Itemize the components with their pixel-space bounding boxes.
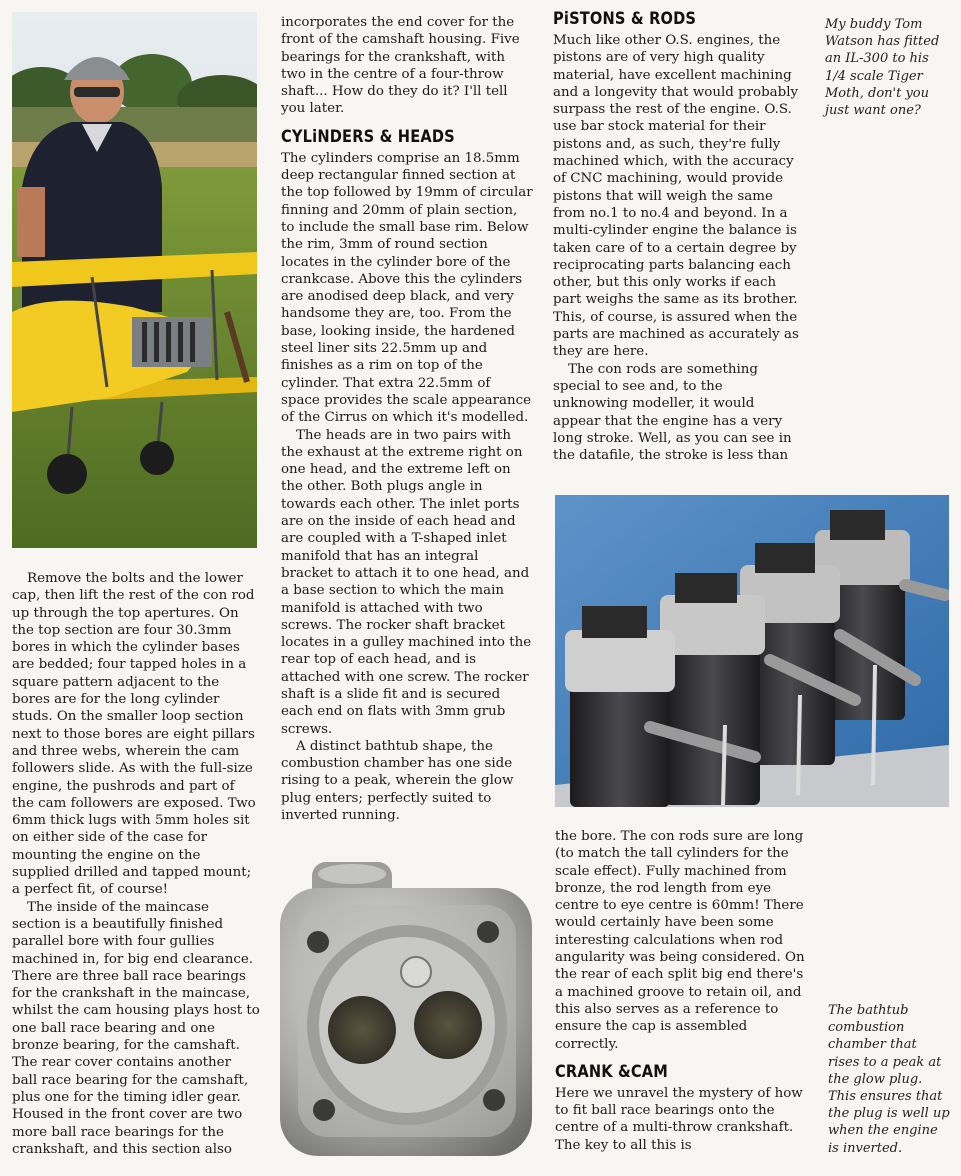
- section-heading: CYLiNDERS & HEADS: [281, 126, 455, 147]
- body-paragraph: The cylinders comprise an 18.5mm deep rectangular finned section at the top followed by 19mm of circular finning and 20mm of plain section, to include the small base rim. Below the rim, 3mm of round section locates in the cylinder bore of the crankcase. Above this the cylinders are anodised deep black, and very handsome they are, too. From the base, looking inside, the hardened steel liner sits 22.5mm up and finishes as a rim on top of the cylinder. That extra 22.5mm of space provides the scale appearance of the Cirrus on which it's modelled.: [281, 150, 533, 426]
- body-paragraph: incorporates the end cover for the front of the camshaft housing. Five bearings for the crankshaft, with two in the centre of a four-throw shaft... How do they do it? I'll tell you later.: [281, 15, 520, 117]
- body-paragraph: Here we unravel the mystery of how to fit ball race bearings onto the centre of a multi-throw crankshaft. The key to all this is: [555, 1085, 803, 1153]
- body-paragraph: Much like other O.S. engines, the pistons are of very high quality material, have excellent machining and a longevity that would probably surpass the rest of the engine. O.S. use bar stock material for their pistons and, as such, they're fully machined which, with the accuracy of CNC machining, would provide pistons that will weigh the same from no.1 to no.4 and beyond. In a multi-cylinder engine the balance is taken care of to a certain degree by reciprocating parts balancing each other, but this only works if each part weighs the same as its brother. This, of course, is assured when the parts are machined as accurately as they are here.: [553, 33, 799, 360]
- column-2: [281, 14, 533, 824]
- body-paragraph: The inside of the maincase section is a beautifully finished parallel bore with four gullies machined in, for big end clearance. There are three ball race bearings for the crankshaft in the maincase, whilst the cam housing plays host to one ball race bearing and one bronze bearing, for the camshaft. The rear cover contains another ball race bearing for the camshaft, plus one for the timing idler gear. Housed in the front cover are two more ball race bearings for the crankshaft, and this section also: [12, 899, 260, 1157]
- tiger-moth-photo: [12, 12, 257, 548]
- body-paragraph: The con rods are something special to see and, to the unknowing modeller, it would appear that the engine has a very long stroke. Well, as you can see in the datafile, the stroke is less than: [553, 361, 792, 464]
- column-3-bottom: [555, 828, 805, 1154]
- column-1: [12, 570, 260, 1158]
- body-paragraph: Remove the bolts and the lower cap, then lift the rest of the con rod up through the top apertures. On the top section are four 30.3mm bores in which the cylinder bases are bedded; four tapped holes in a square pattern adjacent to the bores are for the long cylinder studs. On the smaller loop section next to those bores are eight pillars and three webs, wherein the cam followers slide. As with the full-size engine, the pushrods and part of the cam followers are exposed. Two 6mm thick lugs with 5mm holes sit on either side of the case for mounting the engine on the supplied drilled and tapped mount; a perfect fit, of course!: [12, 571, 256, 898]
- column-3-top: [553, 8, 801, 464]
- cylinder-head-photo: [278, 860, 536, 1160]
- body-paragraph: the bore. The con rods sure are long (to match the tall cylinders for the scale effect). Fully machined from bronze, the rod length from eye centre to eye centre is 60mm! There would certainly have been some interesting calculations when rod angularity was being considered. On the rear of each split big end there's a machined groove to retain oil, and this also serves as a reference to ensure the cap is assembled correctly.: [555, 829, 805, 1052]
- photo-caption: The bathtub combustion chamber that rises to a peak at the glow plug. This ensures that the plug is well up when the engine is inverted.: [828, 1003, 950, 1156]
- photo-caption: My buddy Tom Watson has fitted an IL-300 to his 1/4 scale Tiger Moth, don't you just want one?: [825, 17, 940, 119]
- body-paragraph: The heads are in two pairs with the exhaust at the extreme right on one head, and the extreme left on the other. Both plugs angle in towards each other. The inlet ports are on the inside of each head and are coupled with a T-shaped inlet manifold that has an integral bracket to attach it to one head, and a base section to which the main manifold is attached with two screws. The rocker shaft bracket locates in a gulley machined into the rear top of each head, and is attached with one screw. The rocker shaft is a slide fit and is secured each end on flats with 3mm grub screws.: [281, 427, 532, 737]
- engine-photo: [555, 495, 949, 807]
- section-heading: PiSTONS & RODS: [553, 9, 697, 29]
- section-heading: CRANK &CAM: [555, 1061, 669, 1082]
- body-paragraph: A distinct bathtub shape, the combustion chamber has one side rising to a peak, wherein the glow plug enters; perfectly suited to inverted running.: [281, 738, 514, 824]
